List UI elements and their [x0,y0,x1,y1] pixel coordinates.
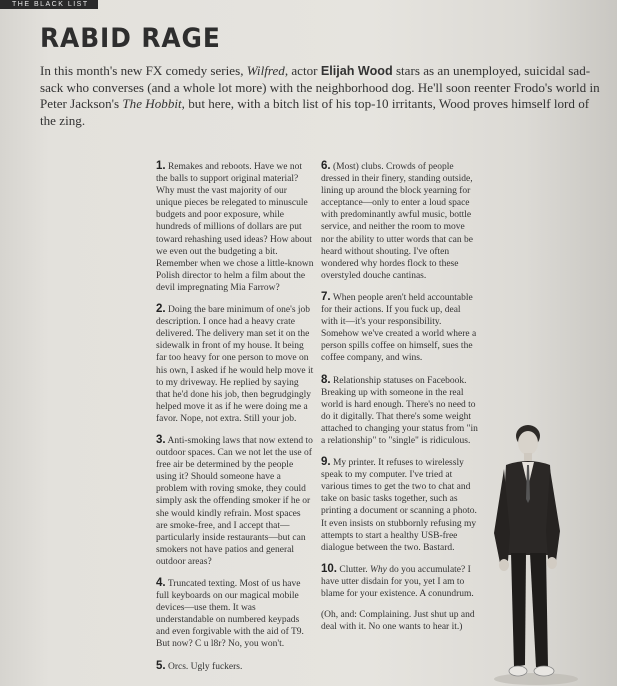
intro-text: stars as an unemployed, suicidal sad-sack who converses (and a whole lot more) with the neighborhood dog. He'll soon reenter Frodo's world in Peter Jackson's [40,63,600,111]
list-item-2 [156,303,314,425]
item-number: 6. [321,160,331,172]
intro-text: In this month's new FX comedy series, [40,63,247,78]
page-title: RABID RAGE [40,23,221,54]
list-item-9 [321,456,478,554]
item-text: Truncated texting. Most of us have full keyboards on our magical mobile devices—use them. It was understandable on numbered keypads and even forgivable with the aid of T9. But now? C u l8r? No, you won't. [156,579,304,650]
closing-note: (Oh, and: Complaining. Just shut up and deal with it. No one wants to hear it.) [321,610,475,633]
actor-name: Elijah Wood [320,64,393,78]
list-item-6 [321,160,478,282]
show-title: Wilfred [246,63,285,78]
item-text: Doing the bare minimum of one's job description. I once had a heavy crate delivered. The delivery man set it on the sidewalk in front of my house. It being far too heavy for one person to move on his own, I asked if he would help move it to my driveway. He replied by saying that he'd done his job, then begrudgingly helped move it as if he were doing me a favor. Nope, not extra. Still your job. [156,305,314,424]
item-number: 10. [321,562,337,575]
item-number: 2. [156,303,166,316]
item-text: Remakes and reboots. Have we not the balls to support original material? Why must the vast majority of our unique pieces be relegated to minuscule budgets and poor exposure, while hundreds of millions of dollars are put toward rehashing used ideas? How about we even out the budgeting a bit. Remember when we chose a little-known Polish director to helm a film about the devil impregnating Mia Farrow? [156,162,314,293]
list-item-10 [321,563,478,600]
item-number: 5. [156,659,166,672]
list-item-4 [156,577,314,651]
list-item-8 [321,374,478,448]
item-text: Relationship statuses on Facebook. Breaking up with someone in the real world is hard enough. There's no need to do it digitally. That there's some weight attached to changing your status from "in a relationship" to "single" is ridiculous. [321,375,478,446]
list-item-3 [156,434,314,568]
intro-text: , actor [284,63,321,78]
item-number: 7. [321,290,331,303]
list-column-right [321,160,478,642]
section-tag: THE BLACK LIST [0,0,98,9]
item-emphasis: Why [370,564,387,575]
film-title: The Hobbit [122,96,182,111]
item-text: Orcs. Ugly fuckers. [167,661,243,672]
item-text: Anti-smoking laws that now extend to outdoor spaces. Can we not let the use of free air be determined by the people using it? Should someone have a problem with roving smoke, they could simply ask the offending smoker if he or she would kindly refrain. Most spaces are smoke-free, and I accept that—particularly inside restaurants—but can smokers not have patios and general outdoor areas? [156,435,313,567]
list-column-left [156,160,314,682]
item-number: 9. [321,456,331,469]
item-number: 1. [156,160,166,172]
item-text: Clutter. [339,564,370,575]
item-text: do you accumulate? I have utter disdain for you, yet I am to blame for your existence. A conundrum. [321,564,474,599]
intro-paragraph [40,63,600,129]
item-number: 8. [321,373,331,386]
item-text: My printer. It refuses to wirelessly speak to my computer. I've tried at various times to get the two to chat and take on basic tasks together, such as printing a document or scanning a photo. It even insists on stubbornly refusing my attempts to start a healthy USB-free dialogue between the two. Bastard. [321,458,477,553]
intro-text: , but here, with a bitch list of his top-10 irritants, Wood proves himself lord of the zing. [40,96,590,128]
list-item-7 [321,291,478,365]
item-number: 4. [156,577,166,589]
item-text: (Most) clubs. Crowds of people dressed in their finery, standing outside, lining up around the block yearning for acceptance—only to enter a loud space with predominantly awful music, bottle service, and neither the room to move nor the ability to utter words that can be heard without shouting. I've often wondered why hordes flock to these overstyled douche cantinas. [321,162,473,281]
item-number: 3. [156,433,166,446]
list-item-5 [156,660,314,673]
standing-man-photo [478,415,578,686]
item-text: When people aren't held accountable for their actions. If you fuck up, deal with it—it's your responsibility. Somehow we've created a world where a person spills coffee on himself, sues the coffee company, and wins. [321,292,477,364]
list-item-1 [156,160,314,294]
